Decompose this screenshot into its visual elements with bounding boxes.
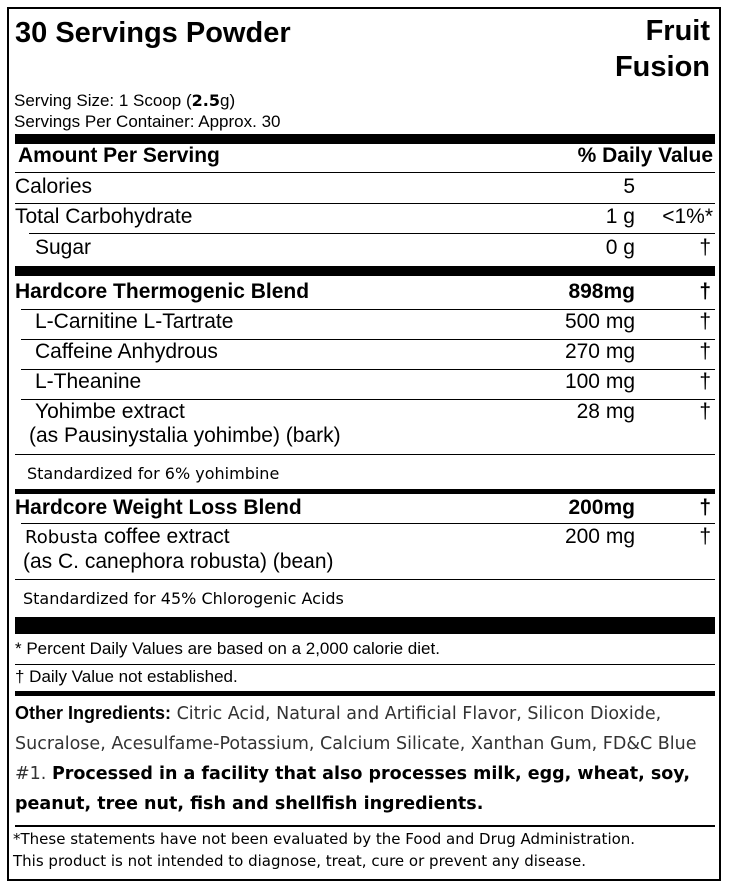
servings-per-container: Servings Per Container: Approx. 30 bbox=[14, 112, 281, 131]
divider bbox=[21, 523, 715, 524]
ingredient-dv: † bbox=[699, 400, 711, 423]
calories-label: Calories bbox=[15, 175, 93, 198]
weight-loss-blend-name: Hardcore Weight Loss Blend bbox=[15, 496, 302, 519]
divider bbox=[15, 579, 715, 580]
flavor-line-1: Fruit bbox=[645, 15, 710, 47]
carbohydrate-label: Total Carbohydrate bbox=[15, 205, 193, 228]
sugar-dv: † bbox=[699, 236, 711, 259]
fda-disclaimer-line-2: This product is not intended to diagnose, treat, cure or prevent any disease. bbox=[13, 852, 586, 870]
thermogenic-blend-name: Hardcore Thermogenic Blend bbox=[15, 280, 310, 303]
flavor-name bbox=[615, 13, 710, 85]
ingredient-amount: 200 mg bbox=[564, 525, 635, 548]
divider bbox=[15, 172, 715, 173]
divider bbox=[15, 825, 715, 827]
ingredient-name: L-Carnitine L-Tartrate bbox=[35, 310, 234, 333]
divider bbox=[15, 203, 715, 204]
thick-divider bbox=[15, 617, 715, 634]
standardized-note: Standardized for 6% yohimbine bbox=[27, 464, 280, 483]
other-ingredients-label: Other Ingredients: bbox=[15, 703, 172, 723]
standardized-note: Standardized for 45% Chlorogenic Acids bbox=[23, 589, 344, 608]
fda-disclaimer-line-1: *These statements have not been evaluated by the Food and Drug Administration. bbox=[13, 830, 636, 848]
divider bbox=[15, 664, 715, 665]
calories-amount: 5 bbox=[623, 175, 635, 198]
sugar-amount: 0 g bbox=[605, 236, 635, 259]
ingredient-amount: 500 mg bbox=[564, 310, 635, 333]
weight-loss-blend-amount: 200mg bbox=[568, 496, 635, 519]
ingredient-name-part: coffee extract bbox=[98, 525, 230, 548]
amount-per-serving-header: Amount Per Serving bbox=[18, 144, 220, 167]
serving-size-amount: 2.5 bbox=[191, 91, 220, 110]
ingredient-amount: 270 mg bbox=[564, 340, 635, 363]
ingredient-dv: † bbox=[699, 370, 711, 393]
ingredient-source: (as C. canephora robusta) (bean) bbox=[23, 550, 334, 573]
dagger-footnote: † Daily Value not established. bbox=[15, 667, 238, 686]
other-ingredients bbox=[15, 698, 705, 819]
ingredient-amount: 28 mg bbox=[576, 400, 635, 423]
thick-divider bbox=[15, 134, 715, 144]
ingredient-name bbox=[25, 525, 230, 549]
serving-size bbox=[14, 91, 235, 111]
ingredient-name: Yohimbe extract bbox=[35, 400, 185, 423]
carbohydrate-dv: <1%* bbox=[662, 205, 713, 228]
ingredient-amount: 100 mg bbox=[564, 370, 635, 393]
ingredient-name: L-Theanine bbox=[35, 370, 142, 393]
divider bbox=[29, 233, 715, 234]
divider bbox=[15, 454, 715, 455]
supplement-facts-label bbox=[7, 7, 721, 881]
serving-size-prefix: Serving Size: 1 Scoop ( bbox=[14, 91, 192, 110]
serving-size-suffix: g) bbox=[220, 91, 236, 110]
thick-divider bbox=[15, 266, 715, 276]
flavor-line-2: Fusion bbox=[614, 51, 710, 83]
product-title: 30 Servings Powder bbox=[15, 17, 291, 49]
allergen-statement: Processed in a facility that also processes milk, egg, wheat, soy, peanut, tree nut, fish and shellfish ingredients. bbox=[15, 764, 690, 814]
ingredient-dv: † bbox=[699, 340, 711, 363]
medium-divider bbox=[15, 489, 715, 494]
other-ingredients-list: Citric Acid, Natural and Artificial Flavor, Silicon Dioxide, Sucralose, Acesulfame-Potassium, Calcium Silicate, Xanthan Gum, FD&C Blue #1. bbox=[15, 704, 697, 784]
sugar-label: Sugar bbox=[35, 236, 92, 259]
ingredient-source: (as Pausinystalia yohimbe) (bark) bbox=[29, 424, 341, 447]
medium-divider bbox=[15, 691, 715, 696]
ingredient-dv: † bbox=[699, 525, 711, 548]
thermogenic-blend-dv: † bbox=[699, 280, 711, 303]
percent-dv-footnote: * Percent Daily Values are based on a 2,000 calorie diet. bbox=[15, 639, 440, 658]
thermogenic-blend-amount: 898mg bbox=[568, 280, 635, 303]
daily-value-header: % Daily Value bbox=[577, 144, 713, 167]
carbohydrate-amount: 1 g bbox=[605, 205, 635, 228]
ingredient-dv: † bbox=[699, 310, 711, 333]
ingredient-name-part: Robusta bbox=[25, 527, 99, 548]
ingredient-name: Caffeine Anhydrous bbox=[35, 340, 218, 363]
weight-loss-blend-dv: † bbox=[699, 496, 711, 519]
